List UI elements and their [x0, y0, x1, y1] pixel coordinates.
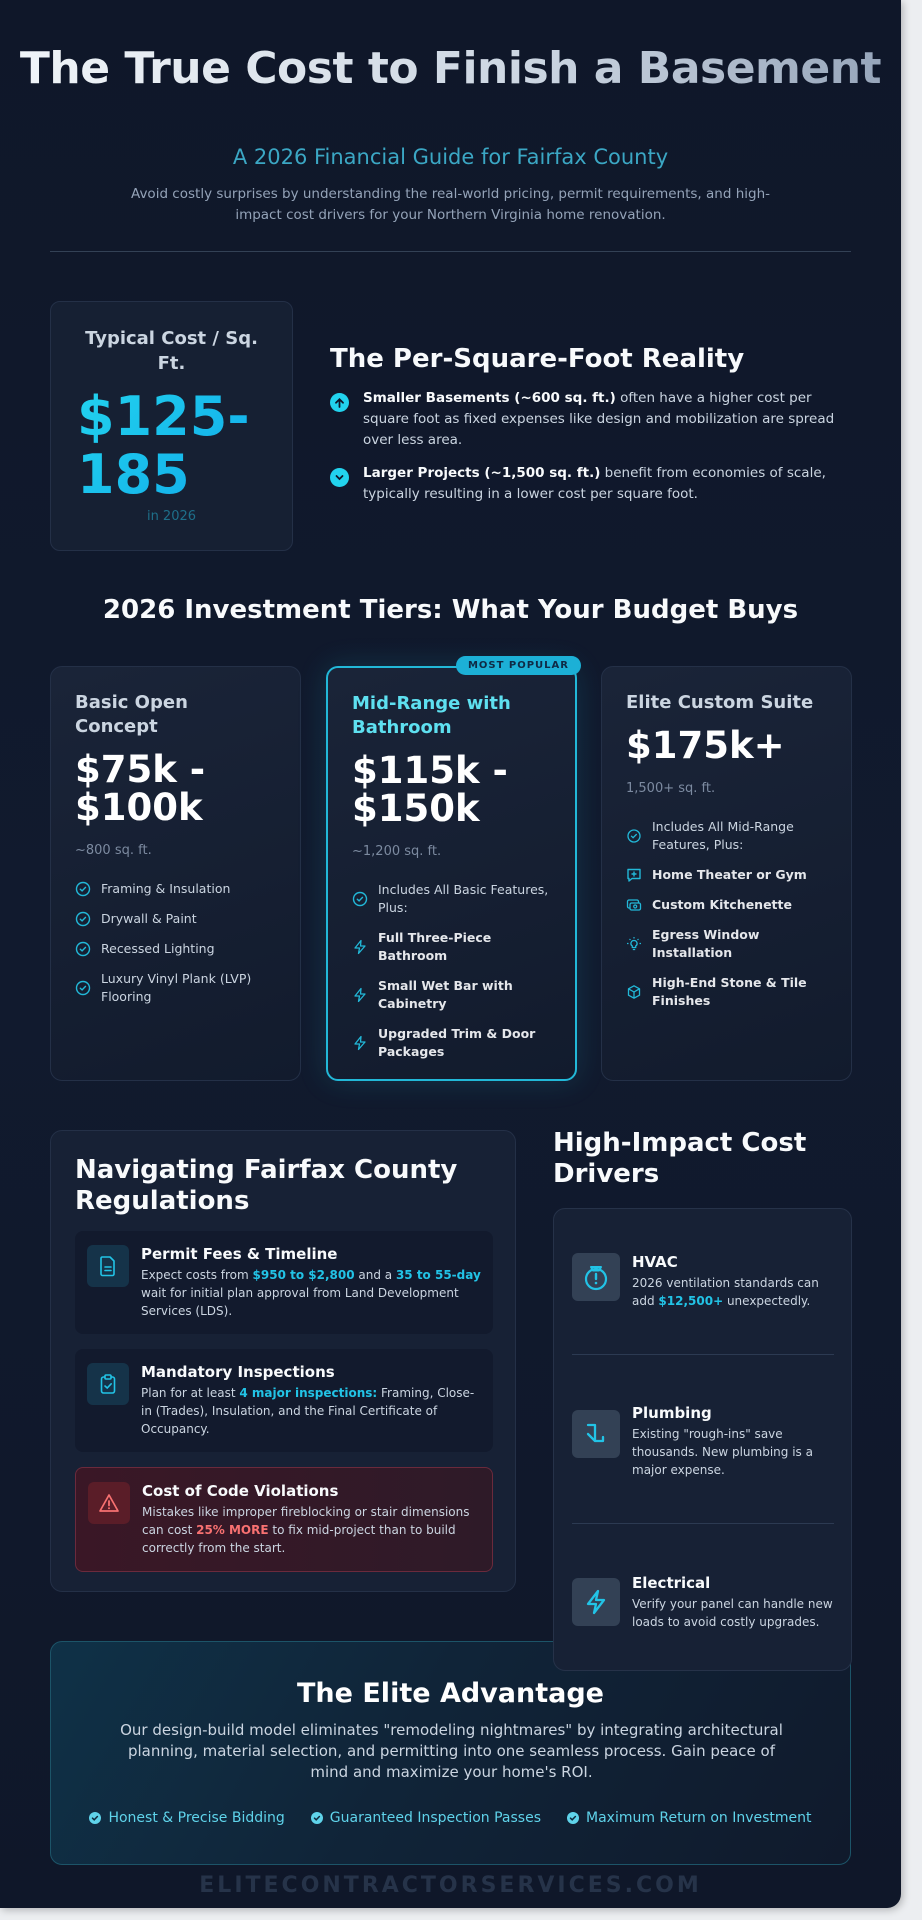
tier-feature-list: [352, 881, 551, 1061]
tier-feature: Includes All Mid-Range Features, Plus:: [626, 818, 827, 854]
regulation-item-violations: [75, 1467, 493, 1572]
driver-title: HVAC: [632, 1253, 678, 1271]
chevron-down-circle-icon: [330, 468, 349, 487]
tiers-heading: 2026 Investment Tiers: What Your Budget Buys: [102, 595, 799, 625]
page-description: Avoid costly surprises by understanding the real-world pricing, permit requirements, and high-impact cost drivers for your Northern Virginia home renovation.: [131, 186, 770, 223]
tier-name: Elite Custom Suite: [626, 692, 814, 713]
lightbulb-icon: [626, 936, 642, 952]
tier-price: $115k - $150k: [352, 749, 508, 830]
cost-per-sqft-card: [50, 301, 293, 551]
footer-website: ELITECONTRACTORSERVICES.COM: [199, 1873, 702, 1898]
arrow-up-circle-icon: [330, 393, 349, 412]
regulation-text: Plan for at least 4 major inspections: Framing, Close-in (Trades), Insulation, and the Final Certificate of Occupancy.: [141, 1386, 475, 1436]
lightning-icon: [352, 1035, 368, 1051]
driver-item-plumbing: [572, 1404, 834, 1479]
driver-divider: [572, 1354, 834, 1355]
tier-card-basic: [50, 666, 301, 1081]
tier-feature: Egress Window Installation: [626, 926, 827, 962]
kitchen-icon: [626, 897, 642, 913]
driver-item-hvac: [572, 1253, 834, 1310]
tier-card-midrange: [326, 660, 577, 1081]
advantage-point: Guaranteed Inspection Passes: [311, 1810, 541, 1826]
reality-bold: Smaller Basements (~600 sq. ft.): [363, 390, 616, 406]
regulation-text: Mistakes like improper fireblocking or stair dimensions can cost 25% MORE to fix mid-project than to build correctly from the start.: [142, 1505, 470, 1555]
tier-card-elite: [601, 666, 852, 1081]
reality-item-large: [330, 463, 840, 505]
regulation-title: Permit Fees & Timeline: [141, 1245, 338, 1263]
page-title: The True Cost to Finish a Basement: [0, 44, 901, 94]
advantage-point: Maximum Return on Investment: [567, 1810, 812, 1826]
advantage-description: Our design-build model eliminates "remodeling nightmares" by integrating architectural planning, material selection, and permitting into one seamless process. Gain peace of mind and maximize your home's ROI.: [120, 1721, 783, 1781]
tier-feature: Framing & Insulation: [75, 880, 276, 898]
header-divider: [50, 251, 851, 252]
check-badge-icon: [311, 1812, 323, 1824]
cube-icon: [626, 984, 642, 1000]
tier-area: ~800 sq. ft.: [75, 843, 152, 858]
tier-price: $75k - $100k: [75, 748, 206, 829]
sqft-label: Typical Cost / Sq. Ft.: [85, 328, 258, 374]
tier-area: ~1,200 sq. ft.: [352, 844, 442, 859]
lightning-icon: [352, 939, 368, 955]
tier-feature: Small Wet Bar with Cabinetry: [352, 977, 551, 1013]
sqft-year: in 2026: [146, 509, 197, 524]
warning-triangle-icon: [88, 1482, 130, 1524]
tier-feature: Home Theater or Gym: [626, 866, 827, 884]
tier-feature: Drywall & Paint: [75, 910, 276, 928]
tier-feature: Includes All Basic Features, Plus:: [352, 881, 551, 917]
regulation-item-inspections: [75, 1349, 493, 1452]
driver-divider: [572, 1523, 834, 1524]
hvac-alert-icon: [572, 1253, 620, 1301]
check-circle-icon: [75, 941, 91, 957]
tier-price: $175k+: [626, 724, 785, 767]
tier-feature: Recessed Lighting: [75, 940, 276, 958]
most-popular-badge: MOST POPULAR: [456, 656, 581, 675]
driver-text: Existing "rough-ins" save thousands. New plumbing is a major expense.: [632, 1427, 813, 1477]
regulations-heading: Navigating Fairfax County Regulations: [75, 1155, 458, 1216]
check-circle-icon: [352, 891, 368, 907]
cost-drivers-heading: High-Impact Cost Drivers: [553, 1128, 807, 1189]
driver-text: 2026 ventilation standards can add $12,500+ unexpectedly.: [632, 1276, 819, 1308]
driver-item-electrical: [572, 1574, 834, 1631]
lightning-icon: [572, 1578, 620, 1626]
tier-area: 1,500+ sq. ft.: [626, 781, 716, 796]
reality-list: [330, 388, 840, 517]
tier-feature: High-End Stone & Tile Finishes: [626, 974, 827, 1010]
driver-title: Electrical: [632, 1574, 711, 1592]
regulation-text: Expect costs from $950 to $2,800 and a 35 to 55-day wait for initial plan approval from Land Development Services (LDS).: [141, 1268, 481, 1318]
regulation-item-permit: [75, 1231, 493, 1334]
cost-drivers-card: [553, 1208, 852, 1671]
reality-heading: The Per-Square-Foot Reality: [330, 344, 745, 374]
elite-advantage-card: [50, 1641, 851, 1865]
driver-text: Verify your panel can handle new loads to avoid costly upgrades.: [632, 1597, 833, 1629]
reality-item-small: [330, 388, 840, 451]
advantage-point: Honest & Precise Bidding: [89, 1810, 284, 1826]
reality-bold: Larger Projects (~1,500 sq. ft.): [363, 465, 601, 481]
advantage-points: [51, 1810, 850, 1826]
document-icon: [87, 1245, 129, 1287]
screen-plus-icon: [626, 867, 642, 883]
regulations-card: [50, 1130, 516, 1592]
advantage-heading: The Elite Advantage: [297, 1678, 604, 1709]
check-badge-icon: [89, 1812, 101, 1824]
tier-feature: Upgraded Trim & Door Packages: [352, 1025, 551, 1061]
tier-feature-list: [626, 818, 827, 1010]
check-circle-icon: [626, 828, 642, 844]
clipboard-check-icon: [87, 1363, 129, 1405]
pipe-arrow-icon: [572, 1410, 620, 1458]
sqft-value: $125-185: [77, 388, 277, 504]
tier-name: Mid-Range with Bathroom: [352, 693, 511, 738]
tier-name: Basic Open Concept: [75, 692, 188, 737]
lightning-icon: [352, 987, 368, 1003]
regulation-title: Mandatory Inspections: [141, 1363, 335, 1381]
check-circle-icon: [75, 980, 91, 996]
tier-feature-list: [75, 880, 276, 1006]
tier-feature: Custom Kitchenette: [626, 896, 827, 914]
reality-text: benefit from economies of scale, typically resulting in a lower cost per square foot.: [363, 465, 826, 502]
reality-text: often have a higher cost per square foot as fixed expenses like design and mobilization are spread over less area.: [363, 390, 835, 448]
check-circle-icon: [75, 881, 91, 897]
tier-feature: Full Three-Piece Bathroom: [352, 929, 551, 965]
tier-feature: Luxury Vinyl Plank (LVP) Flooring: [75, 970, 276, 1006]
driver-title: Plumbing: [632, 1404, 712, 1422]
check-circle-icon: [75, 911, 91, 927]
page-subtitle: A 2026 Financial Guide for Fairfax County: [232, 145, 669, 169]
regulation-title: Cost of Code Violations: [142, 1482, 339, 1500]
check-badge-icon: [567, 1812, 579, 1824]
